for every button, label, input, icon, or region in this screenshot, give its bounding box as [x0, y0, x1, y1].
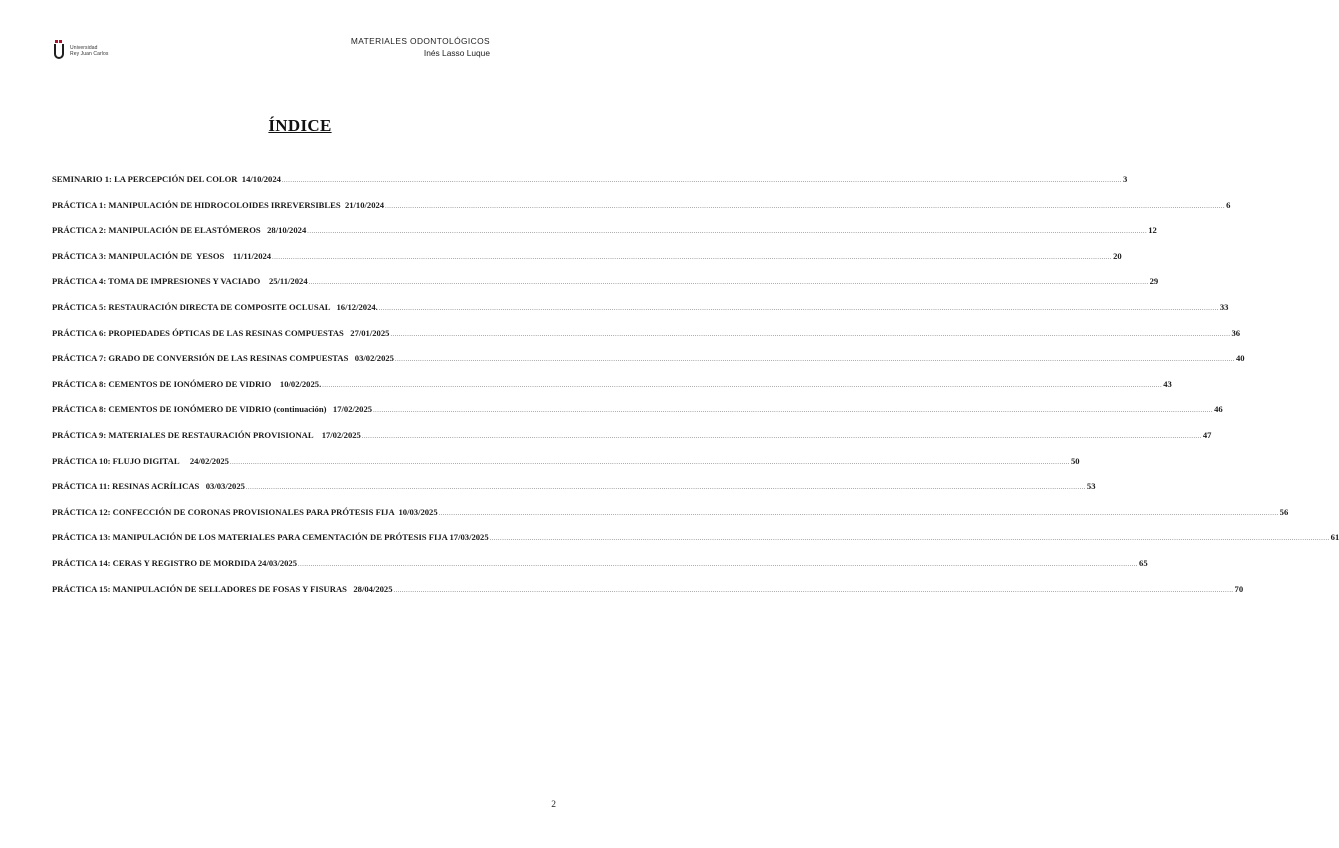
header-author: Inés Lasso Luque	[423, 48, 490, 58]
toc-entry[interactable]	[52, 481, 1096, 507]
toc-entry[interactable]	[52, 327, 1241, 354]
toc-entry-page: 46	[1214, 404, 1223, 415]
toc-dot-leader: ................................................................................................................................................................................................................................................................................................................................................................................................................	[361, 433, 1202, 440]
toc-entry-title: PRÁCTICA 2: MANIPULACIÓN DE ELASTÓMEROS 28/10/2024	[52, 225, 307, 236]
toc-entry-page: 65	[1139, 557, 1148, 568]
toc-dot-leader: ................................................................................................................................................................................................................................................................................................................................................................................................................	[281, 178, 1122, 184]
toc-entry[interactable]	[52, 404, 1223, 430]
toc-entry-page: 3	[1122, 174, 1128, 184]
toc-entry[interactable]	[52, 455, 1080, 482]
toc-dot-leader: ................................................................................................................................................................................................................................................................................................................................................................................................................	[394, 357, 1235, 364]
toc-entry-title: PRÁCTICA 12: CONFECCIÓN DE CORONAS PROVISIONALES PARA PRÓTESIS FIJA 10/03/2025	[52, 506, 438, 517]
university-logo	[54, 39, 108, 63]
page-header	[351, 35, 490, 59]
toc-entry-title: PRÁCTICA 5: RESTAURACIÓN DIRECTA DE COMPOSITE OCLUSAL 16/12/2024.	[52, 301, 378, 312]
toc-entry-page: 40	[1235, 353, 1245, 364]
toc-entry-title: PRÁCTICA 8: CEMENTOS DE IONÓMERO DE VIDRIO 10/02/2025.	[52, 378, 322, 389]
page-title: ÍNDICE	[268, 116, 332, 135]
toc-dot-leader: ................................................................................................................................................................................................................................................................................................................................................................................................................	[229, 459, 1070, 466]
toc-entry[interactable]	[52, 301, 1229, 328]
toc-entry-title: PRÁCTICA 11: RESINAS ACRÍLICAS 03/03/2025	[52, 481, 245, 492]
toc-entry[interactable]	[52, 583, 1244, 610]
toc-dot-leader: ................................................................................................................................................................................................................................................................................................................................................................................................................	[307, 229, 1148, 236]
toc-dot-leader: ................................................................................................................................................................................................................................................................................................................................................................................................................	[378, 305, 1219, 312]
toc-entry-title: PRÁCTICA 10: FLUJO DIGITAL 24/02/2025	[52, 455, 229, 466]
toc-dot-leader: ................................................................................................................................................................................................................................................................................................................................................................................................................	[308, 280, 1149, 287]
toc-entry-title: PRÁCTICA 9: MATERIALES DE RESTAURACIÓN PROVISIONAL 17/02/2025	[52, 429, 361, 440]
toc-entry[interactable]	[52, 532, 1339, 558]
toc-entry-page: 12	[1148, 225, 1157, 236]
toc-entry-title: PRÁCTICA 15: MANIPULACIÓN DE SELLADORES DE FOSAS Y FISURAS 28/04/2025	[52, 583, 393, 594]
toc-dot-leader: ................................................................................................................................................................................................................................................................................................................................................................................................................	[489, 536, 1330, 543]
logo-text-line1: Universidad	[70, 45, 98, 51]
toc-entry[interactable]	[52, 225, 1157, 251]
toc-entry-title: PRÁCTICA 3: MANIPULACIÓN DE YESOS 11/11/2024	[52, 250, 272, 261]
toc-entry[interactable]	[52, 199, 1231, 226]
toc-dot-leader: ................................................................................................................................................................................................................................................................................................................................................................................................................	[393, 587, 1234, 594]
toc-entry-title: PRÁCTICA 4: TOMA DE IMPRESIONES Y VACIADO 25/11/2024	[52, 276, 308, 287]
toc-entry[interactable]	[52, 174, 1128, 200]
toc-entry-page: 56	[1279, 506, 1289, 517]
toc-entry-page: 70	[1234, 583, 1244, 594]
toc-entry-page: 36	[1231, 327, 1241, 338]
toc-dot-leader: ................................................................................................................................................................................................................................................................................................................................................................................................................	[272, 254, 1113, 261]
toc-entry[interactable]	[52, 506, 1289, 533]
toc-entry-title: PRÁCTICA 13: MANIPULACIÓN DE LOS MATERIALES PARA CEMENTACIÓN DE PRÓTESIS FIJA 17/03/2025	[52, 532, 489, 543]
toc-dot-leader: ................................................................................................................................................................................................................................................................................................................................................................................................................	[385, 203, 1226, 210]
header-subject: MATERIALES ODONTOLÓGICOS	[350, 36, 490, 46]
toc-entry-title: PRÁCTICA 6: PROPIEDADES ÓPTICAS DE LAS RESINAS COMPUESTAS 27/01/2025	[52, 327, 390, 338]
toc-entry-page: 6	[1226, 199, 1231, 210]
university-crest-icon	[54, 39, 66, 63]
toc-dot-leader: ................................................................................................................................................................................................................................................................................................................................................................................................................	[390, 331, 1231, 338]
toc-entry-title: SEMINARIO 1: LA PERCEPCIÓN DEL COLOR 14/10/2024	[52, 174, 281, 184]
toc-entry[interactable]	[52, 429, 1212, 456]
toc-entry-title: PRÁCTICA 8: CEMENTOS DE IONÓMERO DE VIDRIO (continuación) 17/02/2025	[52, 404, 373, 415]
table-of-contents	[52, 174, 1339, 609]
toc-entry[interactable]	[52, 276, 1159, 302]
toc-entry-page: 43	[1163, 378, 1172, 389]
logo-text	[70, 45, 108, 58]
toc-dot-leader: ................................................................................................................................................................................................................................................................................................................................................................................................................	[322, 382, 1163, 389]
toc-dot-leader: ................................................................................................................................................................................................................................................................................................................................................................................................................	[245, 485, 1086, 492]
toc-entry-title: PRÁCTICA 14: CERAS Y REGISTRO DE MORDIDA 24/03/2025	[52, 557, 298, 568]
toc-entry-page: 33	[1219, 301, 1229, 312]
toc-entry-page: 53	[1086, 481, 1096, 492]
page-number: 2	[551, 800, 556, 810]
toc-entry-page: 20	[1113, 250, 1122, 261]
toc-entry[interactable]	[52, 557, 1148, 584]
toc-entry-page: 50	[1070, 455, 1080, 466]
toc-entry[interactable]	[52, 378, 1172, 405]
toc-entry-title: PRÁCTICA 7: GRADO DE CONVERSIÓN DE LAS RESINAS COMPUESTAS 03/02/2025	[52, 353, 394, 364]
toc-entry-page: 47	[1202, 429, 1212, 440]
logo-text-line2: Rey Juan Carlos	[70, 51, 109, 58]
toc-dot-leader: ................................................................................................................................................................................................................................................................................................................................................................................................................	[438, 510, 1279, 517]
toc-entry-page: 61	[1330, 532, 1339, 543]
toc-entry[interactable]	[52, 353, 1245, 379]
toc-entry-title: PRÁCTICA 1: MANIPULACIÓN DE HIDROCOLOIDES IRREVERSIBLES 21/10/2024	[52, 199, 385, 210]
toc-dot-leader: ................................................................................................................................................................................................................................................................................................................................................................................................................	[373, 408, 1214, 415]
toc-entry[interactable]	[52, 250, 1122, 277]
toc-dot-leader: ................................................................................................................................................................................................................................................................................................................................................................................................................	[298, 561, 1139, 568]
toc-entry-page: 29	[1149, 276, 1159, 287]
